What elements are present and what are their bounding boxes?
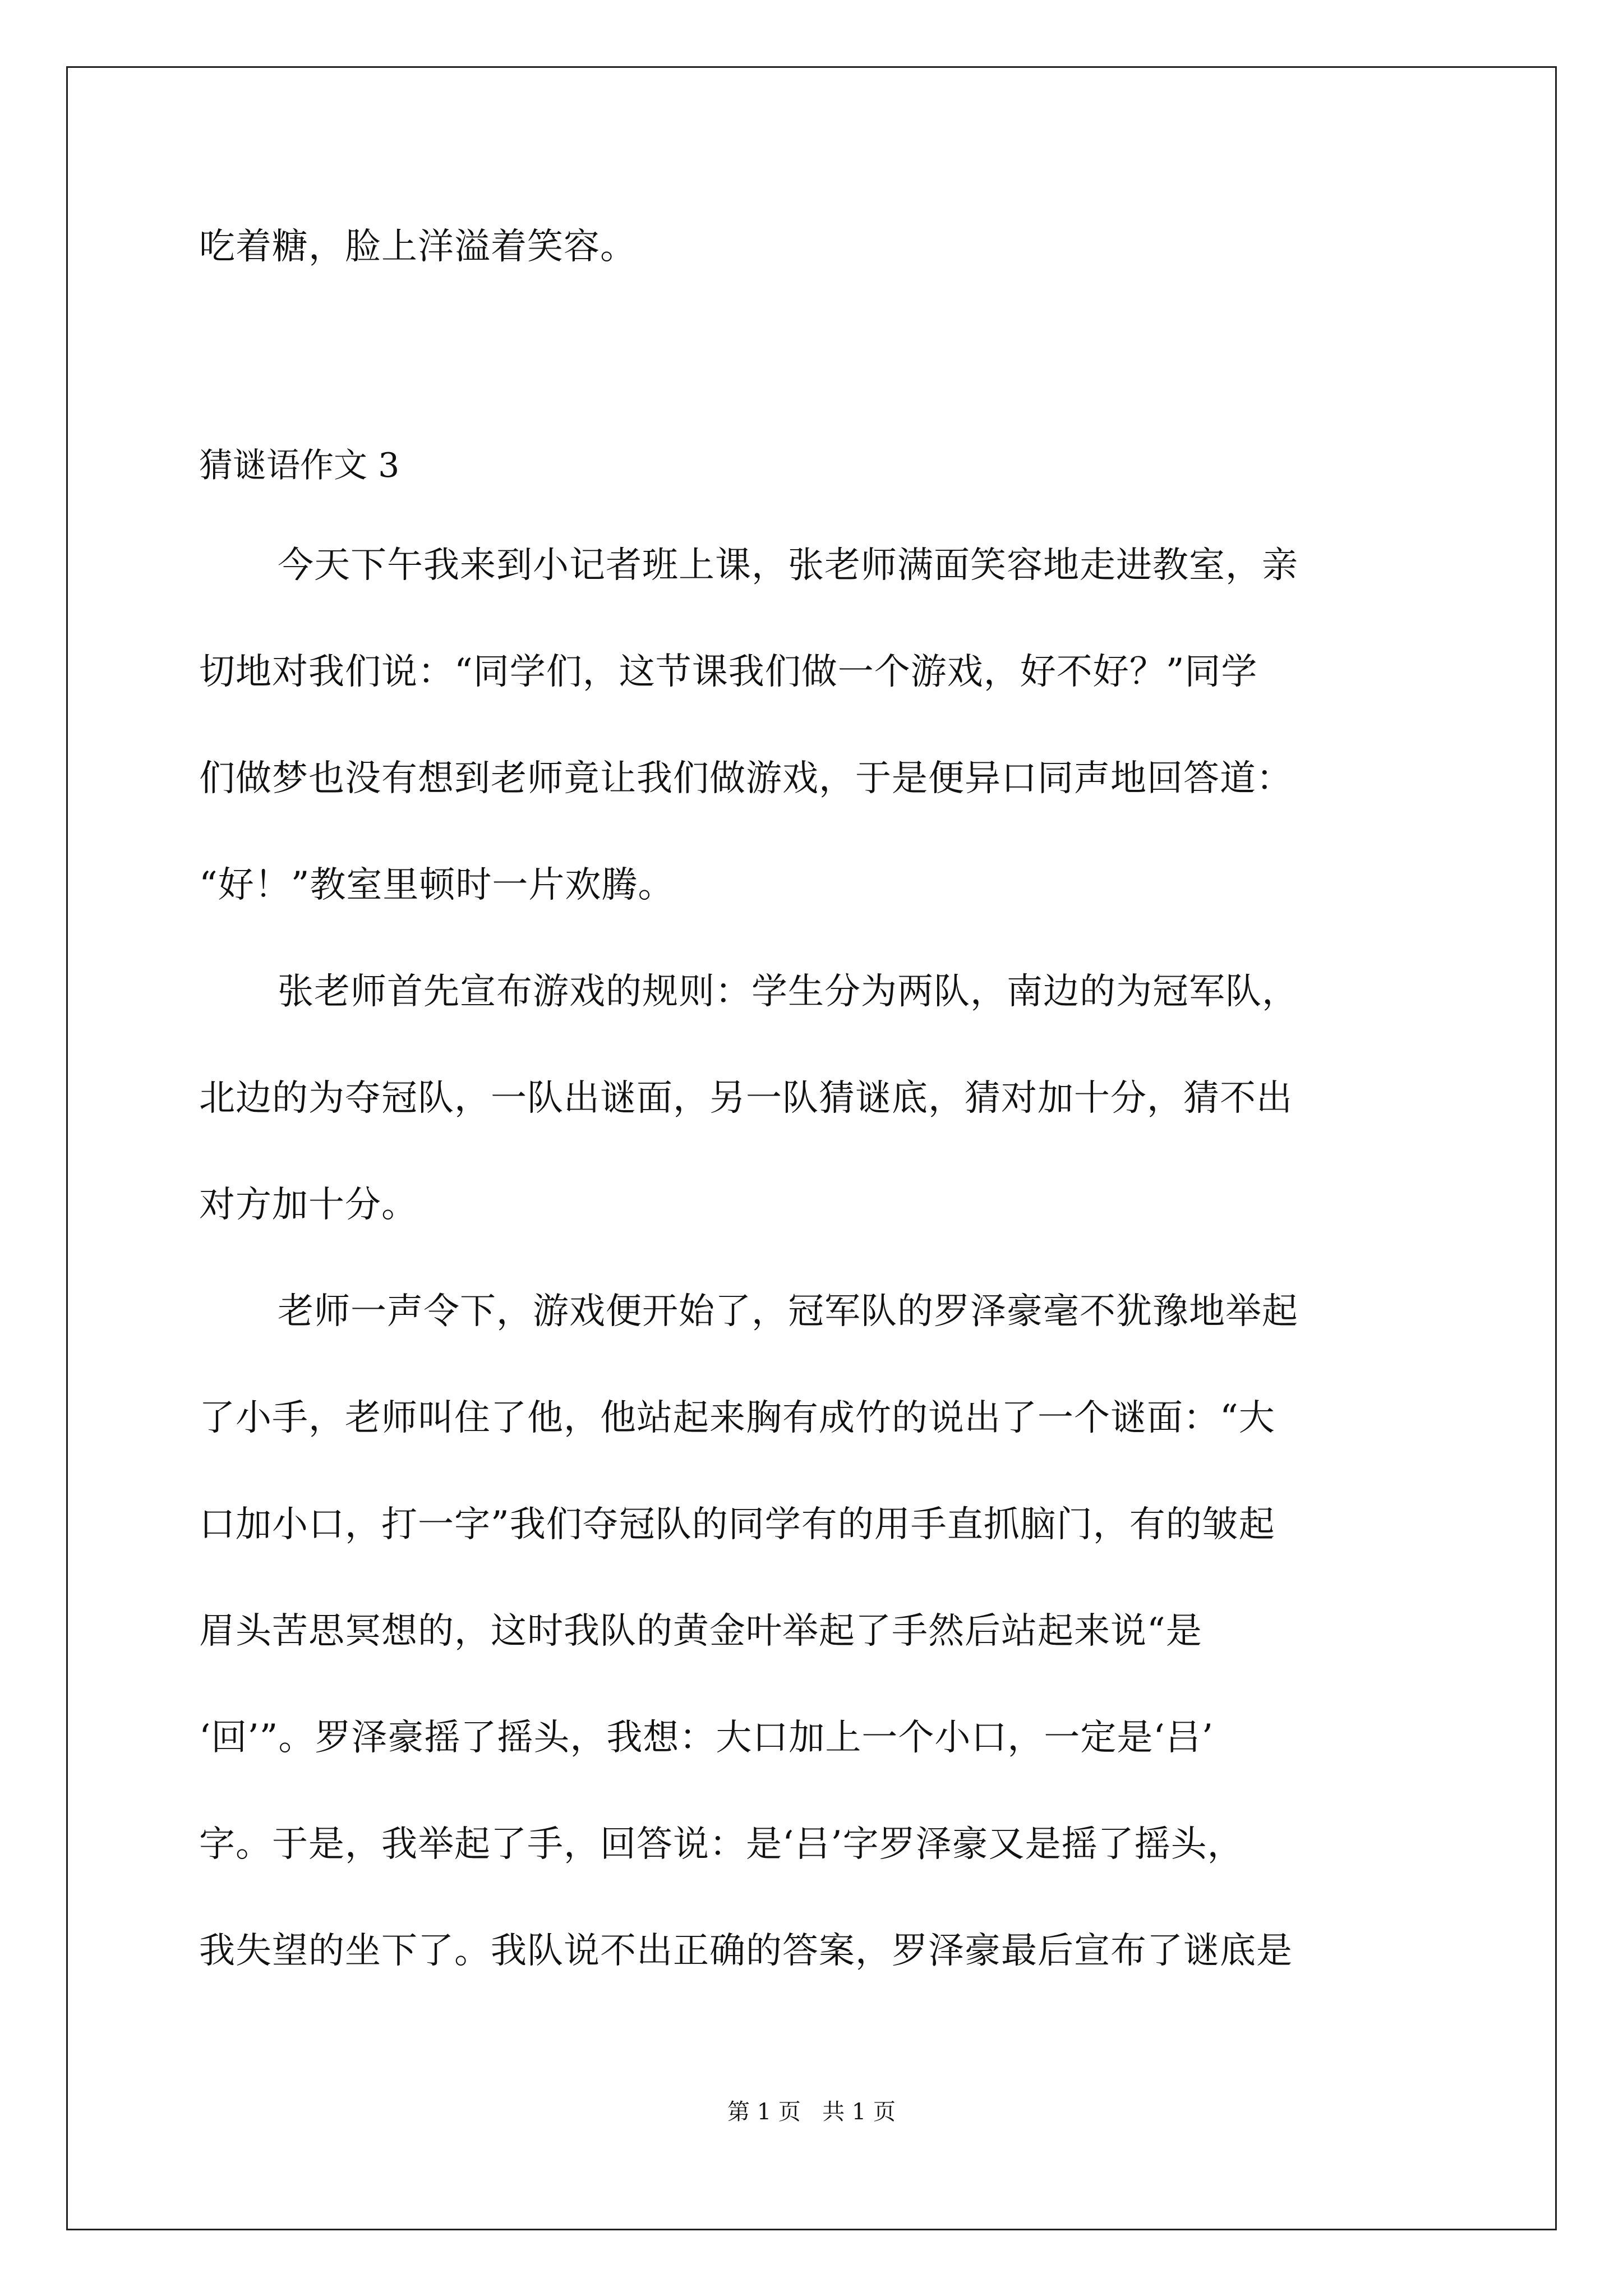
section-heading: 猜谜语作文 3: [199, 446, 400, 485]
paragraph-line: 字。于是，我举起了手，回答说：是‘吕’字罗泽豪又是摇了摇头，: [199, 1824, 1244, 1865]
paragraph-line: 老师一声令下，游戏便开始了，冠军队的罗泽豪毫不犹豫地举起: [278, 1291, 1298, 1332]
page-footer: 第 1 页 共 1 页: [727, 2099, 896, 2125]
paragraph-line: “好！”教室里顿时一片欢腾。: [199, 864, 675, 906]
paragraph-line: 北边的为夺冠队，一队出谜面，另一队猜谜底，猜对加十分，猜不出: [199, 1078, 1293, 1119]
paragraph-line: 我失望的坐下了。我队说不出正确的答案，罗泽豪最后宣布了谜底是: [199, 1930, 1293, 1972]
paragraph-line: 了小手，老师叫住了他，他站起来胸有成竹的说出了一个谜面：“大: [199, 1397, 1275, 1439]
paragraph-line: 今天下午我来到小记者班上课，张老师满面笑容地走进教室，亲: [278, 545, 1298, 586]
paragraph-line: 张老师首先宣布游戏的规则：学生分为两队，南边的为冠军队，: [278, 971, 1298, 1013]
paragraph-line: 们做梦也没有想到老师竟让我们做游戏，于是便异口同声地回答道：: [199, 758, 1293, 799]
paragraph-line: ‘回’”。罗泽豪摇了摇头，我想：大口加上一个小口，一定是‘吕’: [199, 1717, 1214, 1759]
paragraph-line: 眉头苦思冥想的，这时我队的黄金叶举起了手然后站起来说“是: [199, 1611, 1202, 1652]
page-border: [66, 66, 1557, 2230]
paragraph-line: 对方加十分。: [199, 1184, 418, 1226]
paragraph-line: 口加小口，打一字”我们夺冠队的同学有的用手直抓脑门，有的皱起: [199, 1504, 1275, 1545]
paragraph-line: 切地对我们说：“同学们，这节课我们做一个游戏，好不好？”同学: [199, 651, 1258, 693]
paragraph-line: 吃着糖，脸上洋溢着笑容。: [199, 226, 637, 268]
